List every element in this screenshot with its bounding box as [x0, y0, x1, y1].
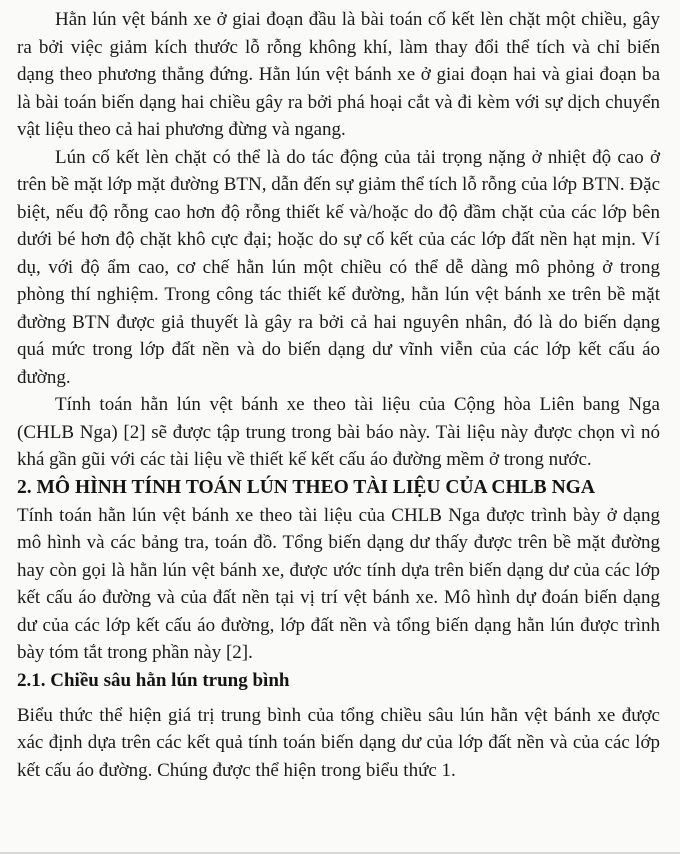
subsection-2-1-heading: 2.1. Chiều sâu hằn lún trung bình	[17, 669, 290, 691]
section-2-heading: 2. MÔ HÌNH TÍNH TOÁN LÚN THEO TÀI LIỆU CỦA CHLB NGA	[17, 476, 595, 498]
section-2-paragraph: Tính toán hằn lún vệt bánh xe theo tài liệu của CHLB Nga được trình bày ở dạng mô hình và các bảng tra, toán đồ. Tổng biến dạng dư thấy được trên bề mặt đường hay còn gọi là hằn lún vệt bánh xe, được ước tính dựa trên biến dạng dư của các lớp kết cấu áo đường và của đất nền tại vị trí vệt bánh xe. Mô hình dự đoán biến dạng dư của các lớp kết cấu áo đường, lớp đất nền và tổng biến dạng hằn lún được trình bày tóm tắt trong phần này [2].	[17, 504, 660, 663]
subsection-2-1-paragraph: Biểu thức thể hiện giá trị trung bình của tổng chiều sâu lún hằn vệt bánh xe được xác định dựa trên các kết quả tính toán biến dạng dư của lớp đất nền và của các lớp kết cấu áo đường. Chúng được thể hiện trong biểu thức 1.	[17, 704, 660, 781]
intro-paragraph-3: Tính toán hằn lún vệt bánh xe theo tài liệu của Cộng hòa Liên bang Nga (CHLB Nga) [2] sẽ được tập trung trong bài báo này. Tài liệu này được chọn vì nó khá gần gũi với các tài liệu về thiết kế kết cấu áo đường mềm ở trong nước.	[17, 394, 660, 470]
intro-paragraph-2: Lún cố kết lèn chặt có thể là do tác động của tải trọng nặng ở nhiệt độ cao ở trên bề mặt lớp mặt đường BTN, dẫn đến sự giảm thể tích lỗ rỗng của lớp BTN. Đặc biệt, nếu độ rỗng cao hơn độ rỗng thiết kế và/hoặc do độ đầm chặt của các lớp bên dưới bé hơn độ chặt khô cực đại; hoặc do sự cố kết của các lớp đất nền hạt mịn. Ví dụ, với độ ẩm cao, cơ chế hằn lún một chiều có thể dễ dàng mô phỏng ở trong phòng thí nghiệm. Trong công tác thiết kế đường, hằn lún vệt bánh xe trên bề mặt đường BTN được giả thuyết là gây ra bởi cả hai nguyên nhân, đó là do biến dạng quá mức trong lớp đất nền và do biến dạng dư vĩnh viễn của các lớp kết cấu áo đường.	[17, 146, 660, 388]
intro-paragraph-1: Hằn lún vệt bánh xe ở giai đoạn đầu là bài toán cố kết lèn chặt một chiều, gây ra bởi việc giảm kích thước lỗ rỗng không khí, làm thay đổi thể tích và chỉ biến dạng theo phương thẳng đứng. Hằn lún vệt bánh xe ở giai đoạn hai và giai đoạn ba là bài toán biến dạng hai chiều gây ra bởi phá hoại cắt và đi kèm với sự dịch chuyển vật liệu theo cả hai phương đừng và ngang.	[17, 9, 660, 140]
